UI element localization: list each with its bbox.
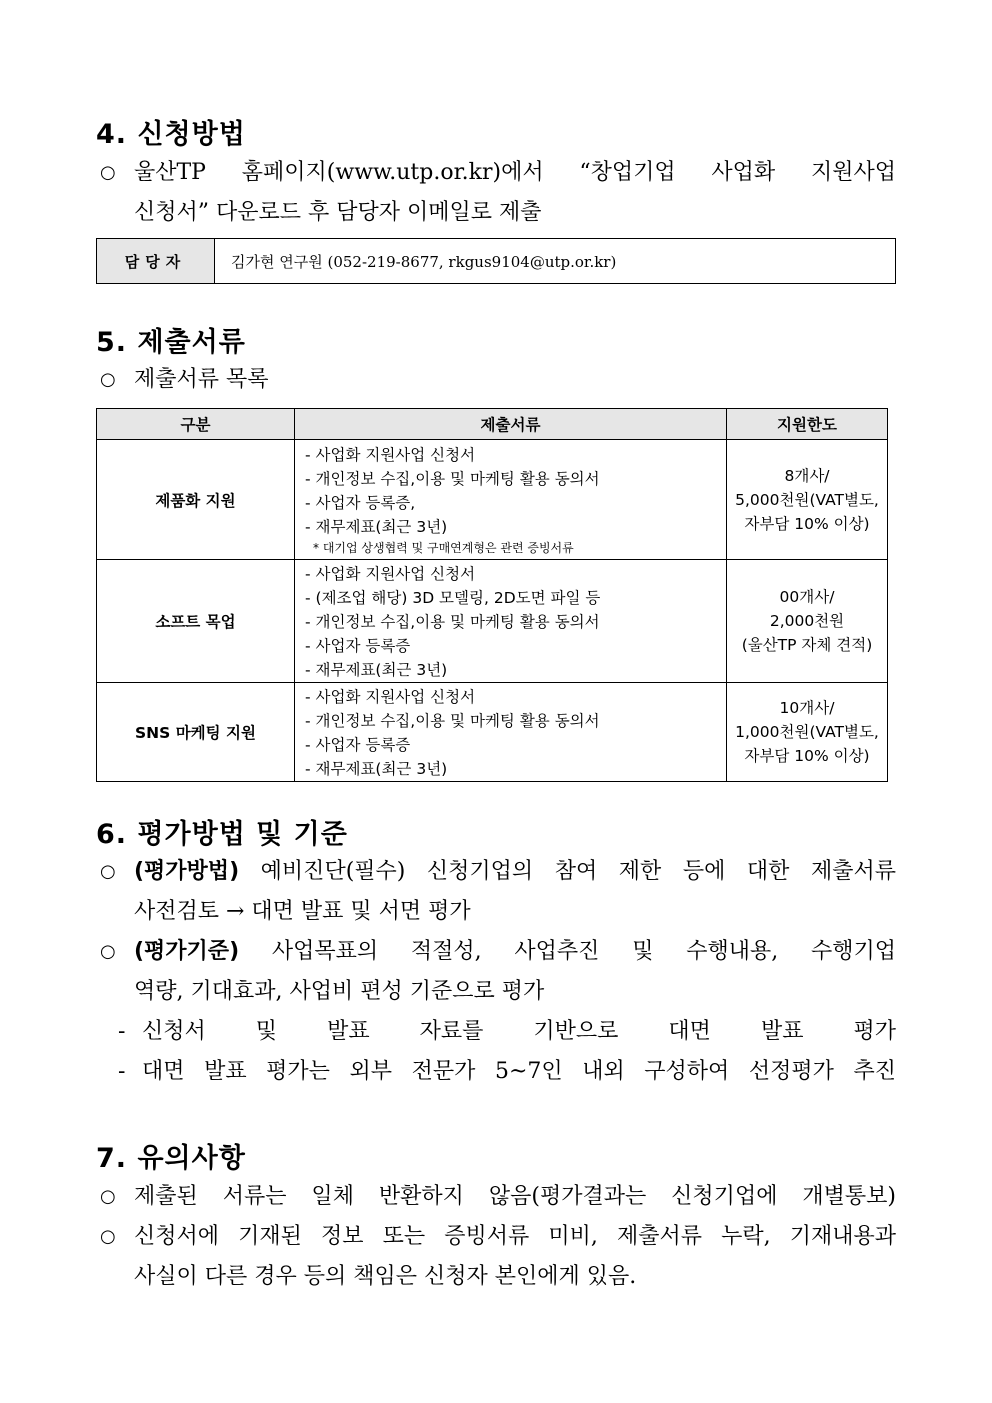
section-5-title: 5. 제출서류 xyxy=(96,327,246,358)
row-support-limit xyxy=(727,683,888,782)
evaluation-method-text: 예비진단(필수) 신청기업의 참여 제한 등에 대한 제출서류 xyxy=(239,859,896,884)
evaluation-method-line2: 사전검토 → 대면 발표 및 서면 평가 xyxy=(134,899,471,924)
section-7-title: 7. 유의사항 xyxy=(96,1143,246,1174)
document-item: - 사업자 등록증, xyxy=(305,494,416,512)
support-line: 5,000천원(VAT별도, xyxy=(735,490,879,509)
bullet-circle-icon: ○ xyxy=(100,1226,116,1247)
document-note: * 대기업 상생협력 및 구매연계형은 관련 증빙서류 xyxy=(313,541,574,555)
table-row xyxy=(97,440,888,560)
support-line: 8개사/ xyxy=(784,466,830,485)
section-4-line2: 신청서” 다운로드 후 담당자 이메일로 제출 xyxy=(134,200,542,225)
sub-item-2-text: 대면 발표 평가는 외부 전문가 5~7인 내외 구성하여 선정평가 추진 xyxy=(142,1059,896,1084)
note-2-line1: 신청서에 기재된 정보 또는 증빙서류 미비, 제출서류 누락, 기재내용과 xyxy=(134,1224,896,1249)
document-item: - 사업화 지원사업 신청서 xyxy=(305,446,476,464)
support-line: 1,000천원(VAT별도, xyxy=(735,723,879,741)
dash-marker: - xyxy=(118,1019,126,1044)
row-category: 제품화 지원 xyxy=(97,440,295,560)
row-support-limit xyxy=(727,560,888,683)
support-line: 자부담 10% 이상) xyxy=(744,514,870,533)
bullet-circle-icon: ○ xyxy=(100,1186,116,1207)
section-6-body xyxy=(96,852,896,1092)
note-1-text: 제출된 서류는 일체 반환하지 않음(평가결과는 신청기업에 개별통보) xyxy=(134,1184,896,1209)
row-documents xyxy=(295,560,727,683)
contact-label: 담당자 xyxy=(97,239,215,283)
sub-item xyxy=(96,1012,896,1052)
support-line: 00개사/ xyxy=(779,588,835,606)
section-7-body xyxy=(96,1177,896,1297)
evaluation-method-label: (평가방법) xyxy=(134,859,240,884)
table-row xyxy=(97,560,888,683)
evaluation-method-bullet xyxy=(96,852,896,932)
header-documents: 제출서류 xyxy=(295,409,727,440)
document-item: - 재무제표(최근 3년) xyxy=(305,660,448,679)
row-category: 소프트 목업 xyxy=(97,560,295,683)
row-documents xyxy=(295,440,727,560)
note-bullet xyxy=(96,1177,896,1217)
table-header-row xyxy=(97,409,888,440)
row-support-limit xyxy=(727,440,888,560)
sub-item xyxy=(96,1052,896,1092)
document-item: - 사업화 지원사업 신청서 xyxy=(305,687,476,706)
section-4-bullet xyxy=(96,153,896,233)
header-category: 구분 xyxy=(97,409,295,440)
section-5-bullet-text: 제출서류 목록 xyxy=(134,367,269,392)
support-line: 10개사/ xyxy=(779,699,835,717)
bullet-circle-icon: ○ xyxy=(100,861,116,882)
contact-box xyxy=(96,238,896,284)
header-support-limit: 지원한도 xyxy=(727,409,888,440)
submission-documents-table xyxy=(96,408,888,782)
row-category: SNS 마케팅 지원 xyxy=(97,683,295,782)
section-5-bullet xyxy=(96,360,896,400)
section-6-title: 6. 평가방법 및 기준 xyxy=(96,819,348,850)
evaluation-criteria-line1 xyxy=(134,932,896,972)
evaluation-criteria-line2: 역량, 기대효과, 사업비 편성 기준으로 평가 xyxy=(134,979,545,1004)
dash-marker: - xyxy=(118,1059,126,1084)
document-item: - 사업자 등록증 xyxy=(305,735,411,754)
document-item: - 사업자 등록증 xyxy=(305,636,411,655)
support-line: (울산TP 자체 견적) xyxy=(741,636,873,654)
document-item: - (제조업 해당) 3D 모델링, 2D도면 파일 등 xyxy=(305,588,601,607)
note-2-line2: 사실이 다른 경우 등의 책임은 신청자 본인에게 있음. xyxy=(134,1264,637,1289)
bullet-circle-icon: ○ xyxy=(100,369,116,390)
document-item: - 개인정보 수집,이용 및 마케팅 활용 동의서 xyxy=(305,711,600,730)
contact-value: 김가현 연구원 (052-219-8677, rkgus9104@utp.or.kr) xyxy=(231,252,617,271)
evaluation-criteria-label: (평가기준) xyxy=(134,939,240,964)
evaluation-criteria-text: 사업목표의 적절성, 사업추진 및 수행내용, 수행기업 xyxy=(239,939,896,964)
document-item: - 사업화 지원사업 신청서 xyxy=(305,564,476,583)
evaluation-method-line1 xyxy=(134,852,896,892)
section-4-title: 4. 신청방법 xyxy=(96,119,246,150)
support-line: 2,000천원 xyxy=(769,612,845,630)
document-item: - 개인정보 수집,이용 및 마케팅 활용 동의서 xyxy=(305,470,600,488)
sub-item-1-text: 신청서 및 발표 자료를 기반으로 대면 발표 평가 xyxy=(142,1019,896,1044)
document-item: - 재무제표(최근 3년) xyxy=(305,518,448,536)
evaluation-criteria-bullet xyxy=(96,932,896,1012)
document-item: - 재무제표(최근 3년) xyxy=(305,759,448,778)
table-row xyxy=(97,683,888,782)
bullet-circle-icon: ○ xyxy=(100,941,116,962)
row-documents xyxy=(295,683,727,782)
section-4-line1: 울산TP 홈페이지(www.utp.or.kr)에서 “창업기업 사업화 지원사업 xyxy=(134,160,896,185)
support-line: 자부담 10% 이상) xyxy=(744,747,870,765)
document-item: - 개인정보 수집,이용 및 마케팅 활용 동의서 xyxy=(305,612,600,631)
bullet-circle-icon: ○ xyxy=(100,162,116,183)
note-bullet xyxy=(96,1217,896,1297)
